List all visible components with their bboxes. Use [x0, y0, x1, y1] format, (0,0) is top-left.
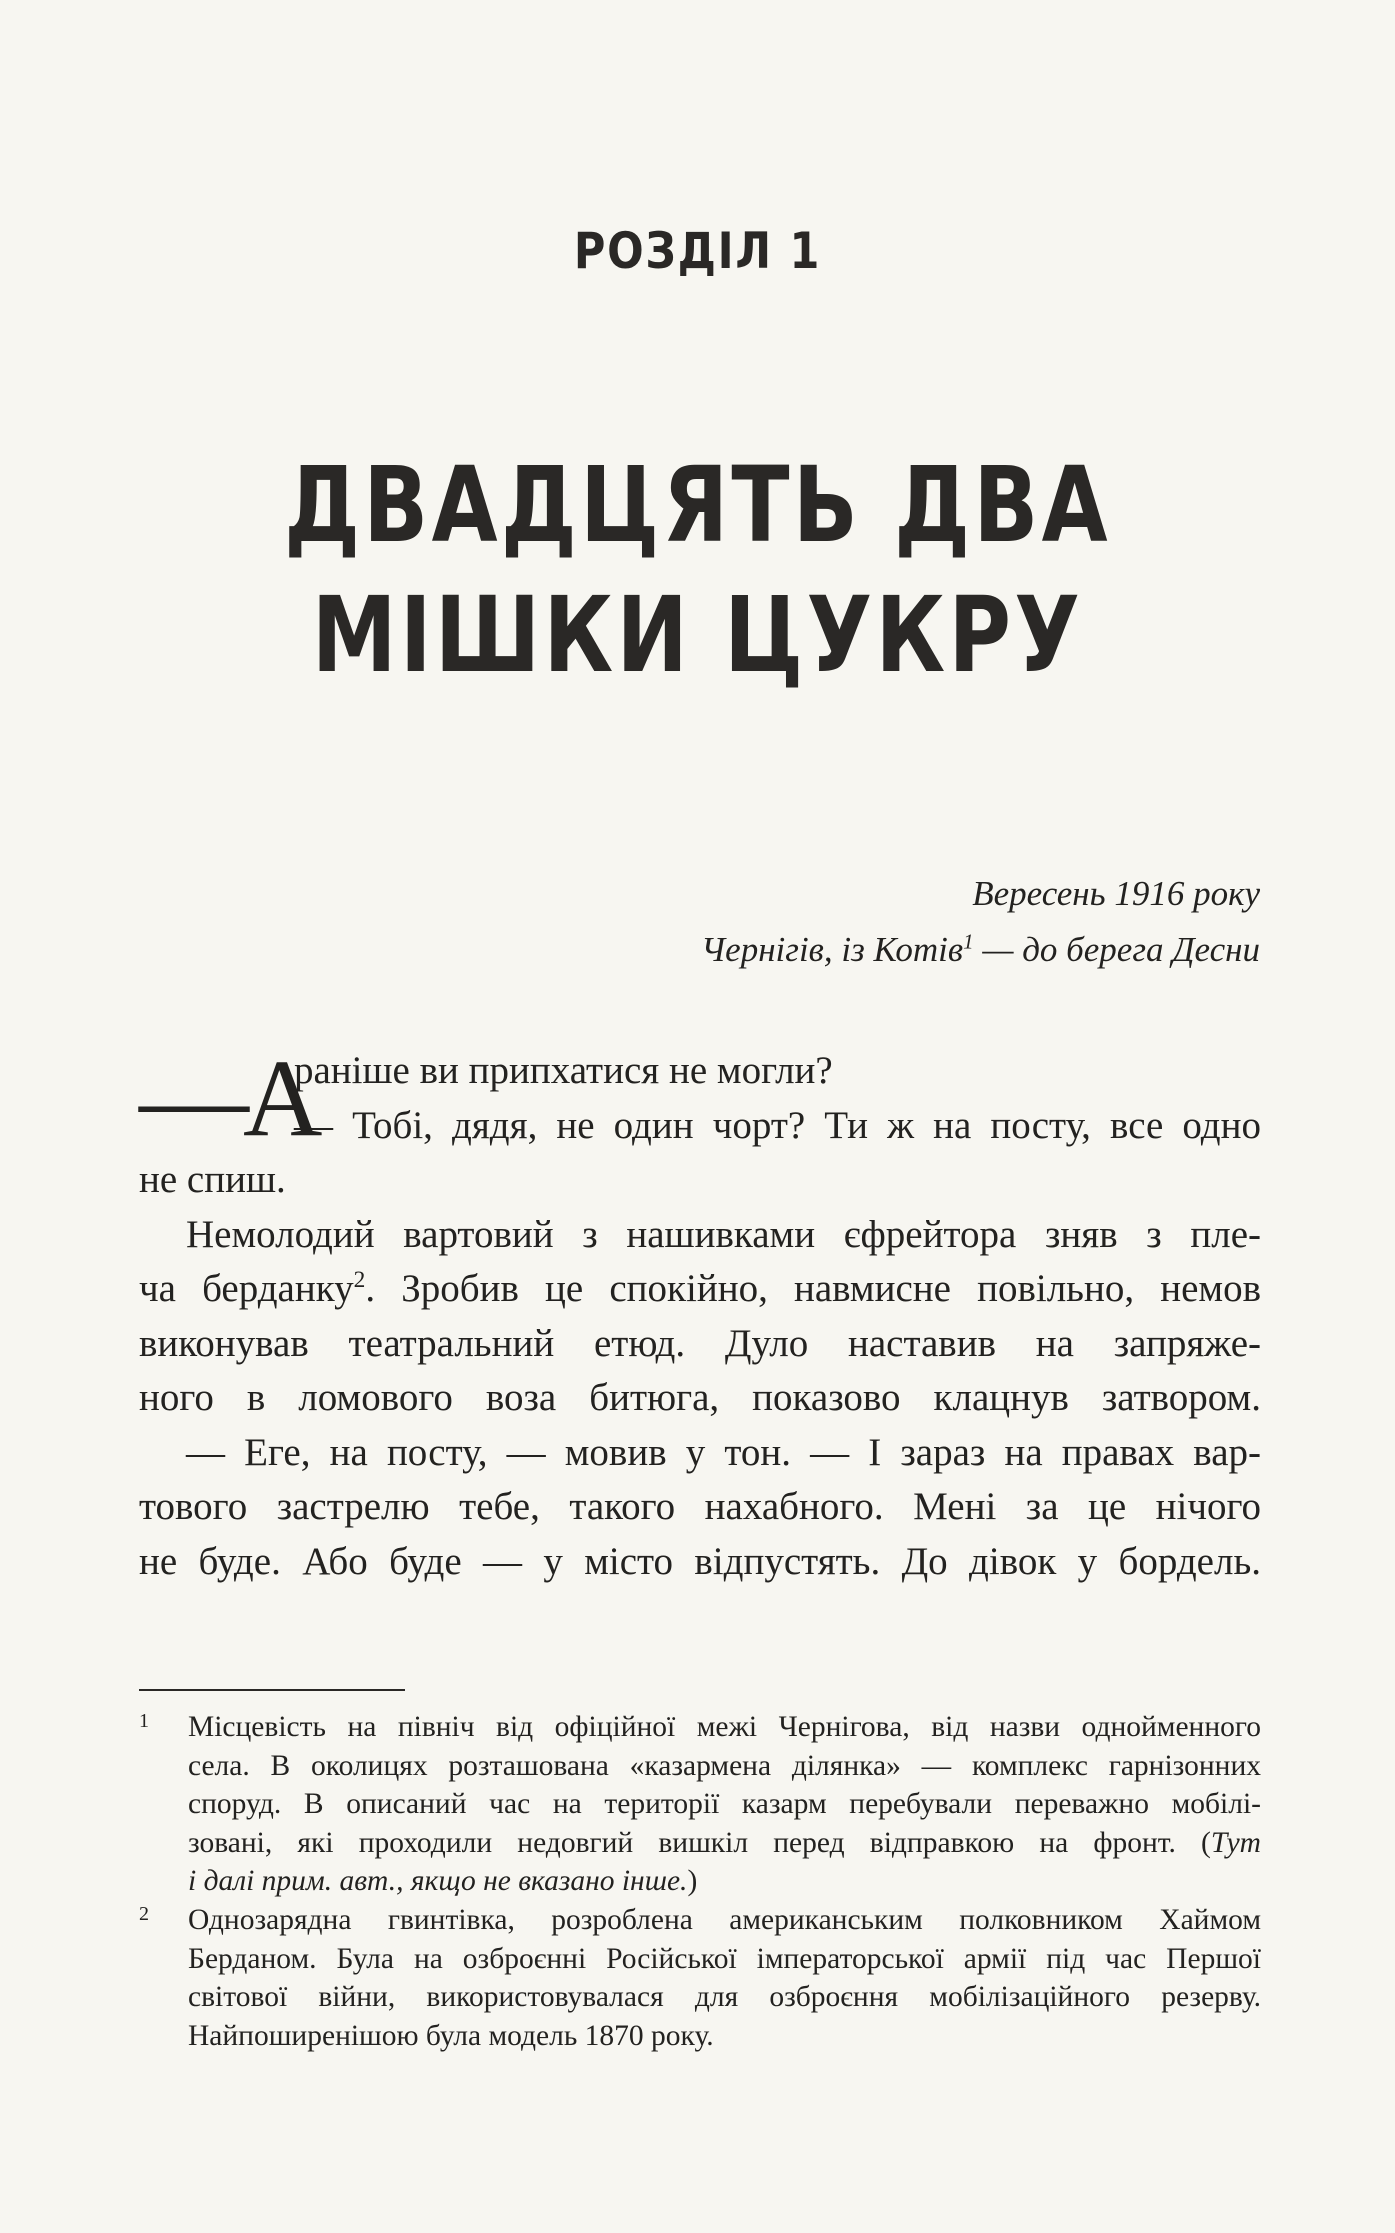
- footnote-ref-1: 1: [963, 929, 974, 954]
- footnote-1-line-2: села. В околицях розташована «казармена ділянка» — комплекс гарнізонних: [188, 1749, 1261, 1782]
- footnote-1-line-1: Місцевість на північ від офіційної межі Чернігова, від назви однойменного: [188, 1711, 1261, 1743]
- footnote-1: [139, 1708, 1261, 1901]
- body-line-3: не спиш.: [139, 1158, 286, 1201]
- footnote-2-line-3: світової війни, використовувалася для озброєння мобілізаційного резерву.: [188, 1981, 1261, 2014]
- body-line-4: Немолодий вартовий з нашивками єфрейтора зняв з пле-: [186, 1212, 1261, 1256]
- body-line-1-text: раніше ви припхатися не могли?: [294, 1049, 833, 1092]
- drop-cap-dash: —: [139, 1037, 243, 1159]
- body-line-9: тового застрелю тебе, такого нахабного. Мені за це нічого: [139, 1485, 1261, 1528]
- epigraph: [701, 866, 1260, 978]
- footnote-2-line-4: Найпоширенішою була модель 1870 року.: [188, 2019, 714, 2052]
- body-line-5-text: ча берданку: [139, 1267, 354, 1310]
- drop-cap-letter: А: [243, 1037, 317, 1159]
- body-text: [139, 1037, 1262, 1589]
- footnote-divider: [139, 1689, 405, 1691]
- chapter-title-line-1: ДВАДЦЯТЬ ДВА: [284, 444, 1111, 566]
- body-line-5: [139, 1262, 1261, 1317]
- footnote-ref-2: 2: [353, 1267, 366, 1293]
- chapter-label: РОЗДІЛ 1: [573, 222, 822, 280]
- chapter-title: [126, 440, 1270, 700]
- epigraph-place-text-end: — до берега Десни: [973, 930, 1260, 969]
- footnote-1-line-4-italic: Тут: [1210, 1826, 1261, 1859]
- footnote-1-line-4-text: зовані, які проходили недовгий вишкіл перед відправкою на фронт. (: [188, 1826, 1211, 1859]
- footnote-2: [139, 1901, 1261, 2055]
- footnote-1-line-3: споруд. В описаний час на території казарм перебували переважно мобілі-: [188, 1788, 1261, 1821]
- epigraph-place: [701, 922, 1260, 978]
- footnote-2-line-1: Однозарядна гвинтівка, розроблена американським полковником Хаймом: [188, 1903, 1261, 1936]
- footnote-2-number: 2: [139, 1902, 149, 1925]
- footnote-2-line-2: Берданом. Була на озброєнні Російської імператорської армії під час Першої: [188, 1942, 1261, 1975]
- footnote-1-number: 1: [139, 1710, 149, 1732]
- footnote-1-line-5-italic: і далі прим. авт., якщо не вказано інше.: [188, 1865, 688, 1898]
- footnote-1-line-5-text: ): [687, 1865, 698, 1898]
- drop-cap: [139, 1037, 317, 1159]
- body-line-7: ного в ломового воза битюга, показово клацнув затвором.: [139, 1376, 1261, 1419]
- body-line-10: не буде. Або буде — у місто відпустять. До дівок у бордель.: [139, 1539, 1261, 1583]
- footnotes: [139, 1708, 1261, 2055]
- footnote-1-line-5: [188, 1862, 1261, 1901]
- chapter-title-line-2: МІШКИ ЦУКРУ: [311, 574, 1084, 696]
- footnote-1-line-4: [188, 1824, 1261, 1863]
- epigraph-date: Вересень 1916 року: [972, 874, 1260, 913]
- body-line-6: виконував театральний етюд. Дуло наставив на запряже-: [139, 1321, 1261, 1365]
- epigraph-place-text: Чернігів, із Котів: [701, 930, 964, 969]
- body-line-5-text-end: . Зробив це спокійно, навмисне повільно, немов: [365, 1267, 1262, 1310]
- body-line-2: — Тобі, дядя, не один чорт? Ти ж на посту, все одно: [294, 1103, 1261, 1147]
- body-line-8: — Еге, на посту, — мовив у тон. — І зараз на правах вар-: [186, 1430, 1261, 1474]
